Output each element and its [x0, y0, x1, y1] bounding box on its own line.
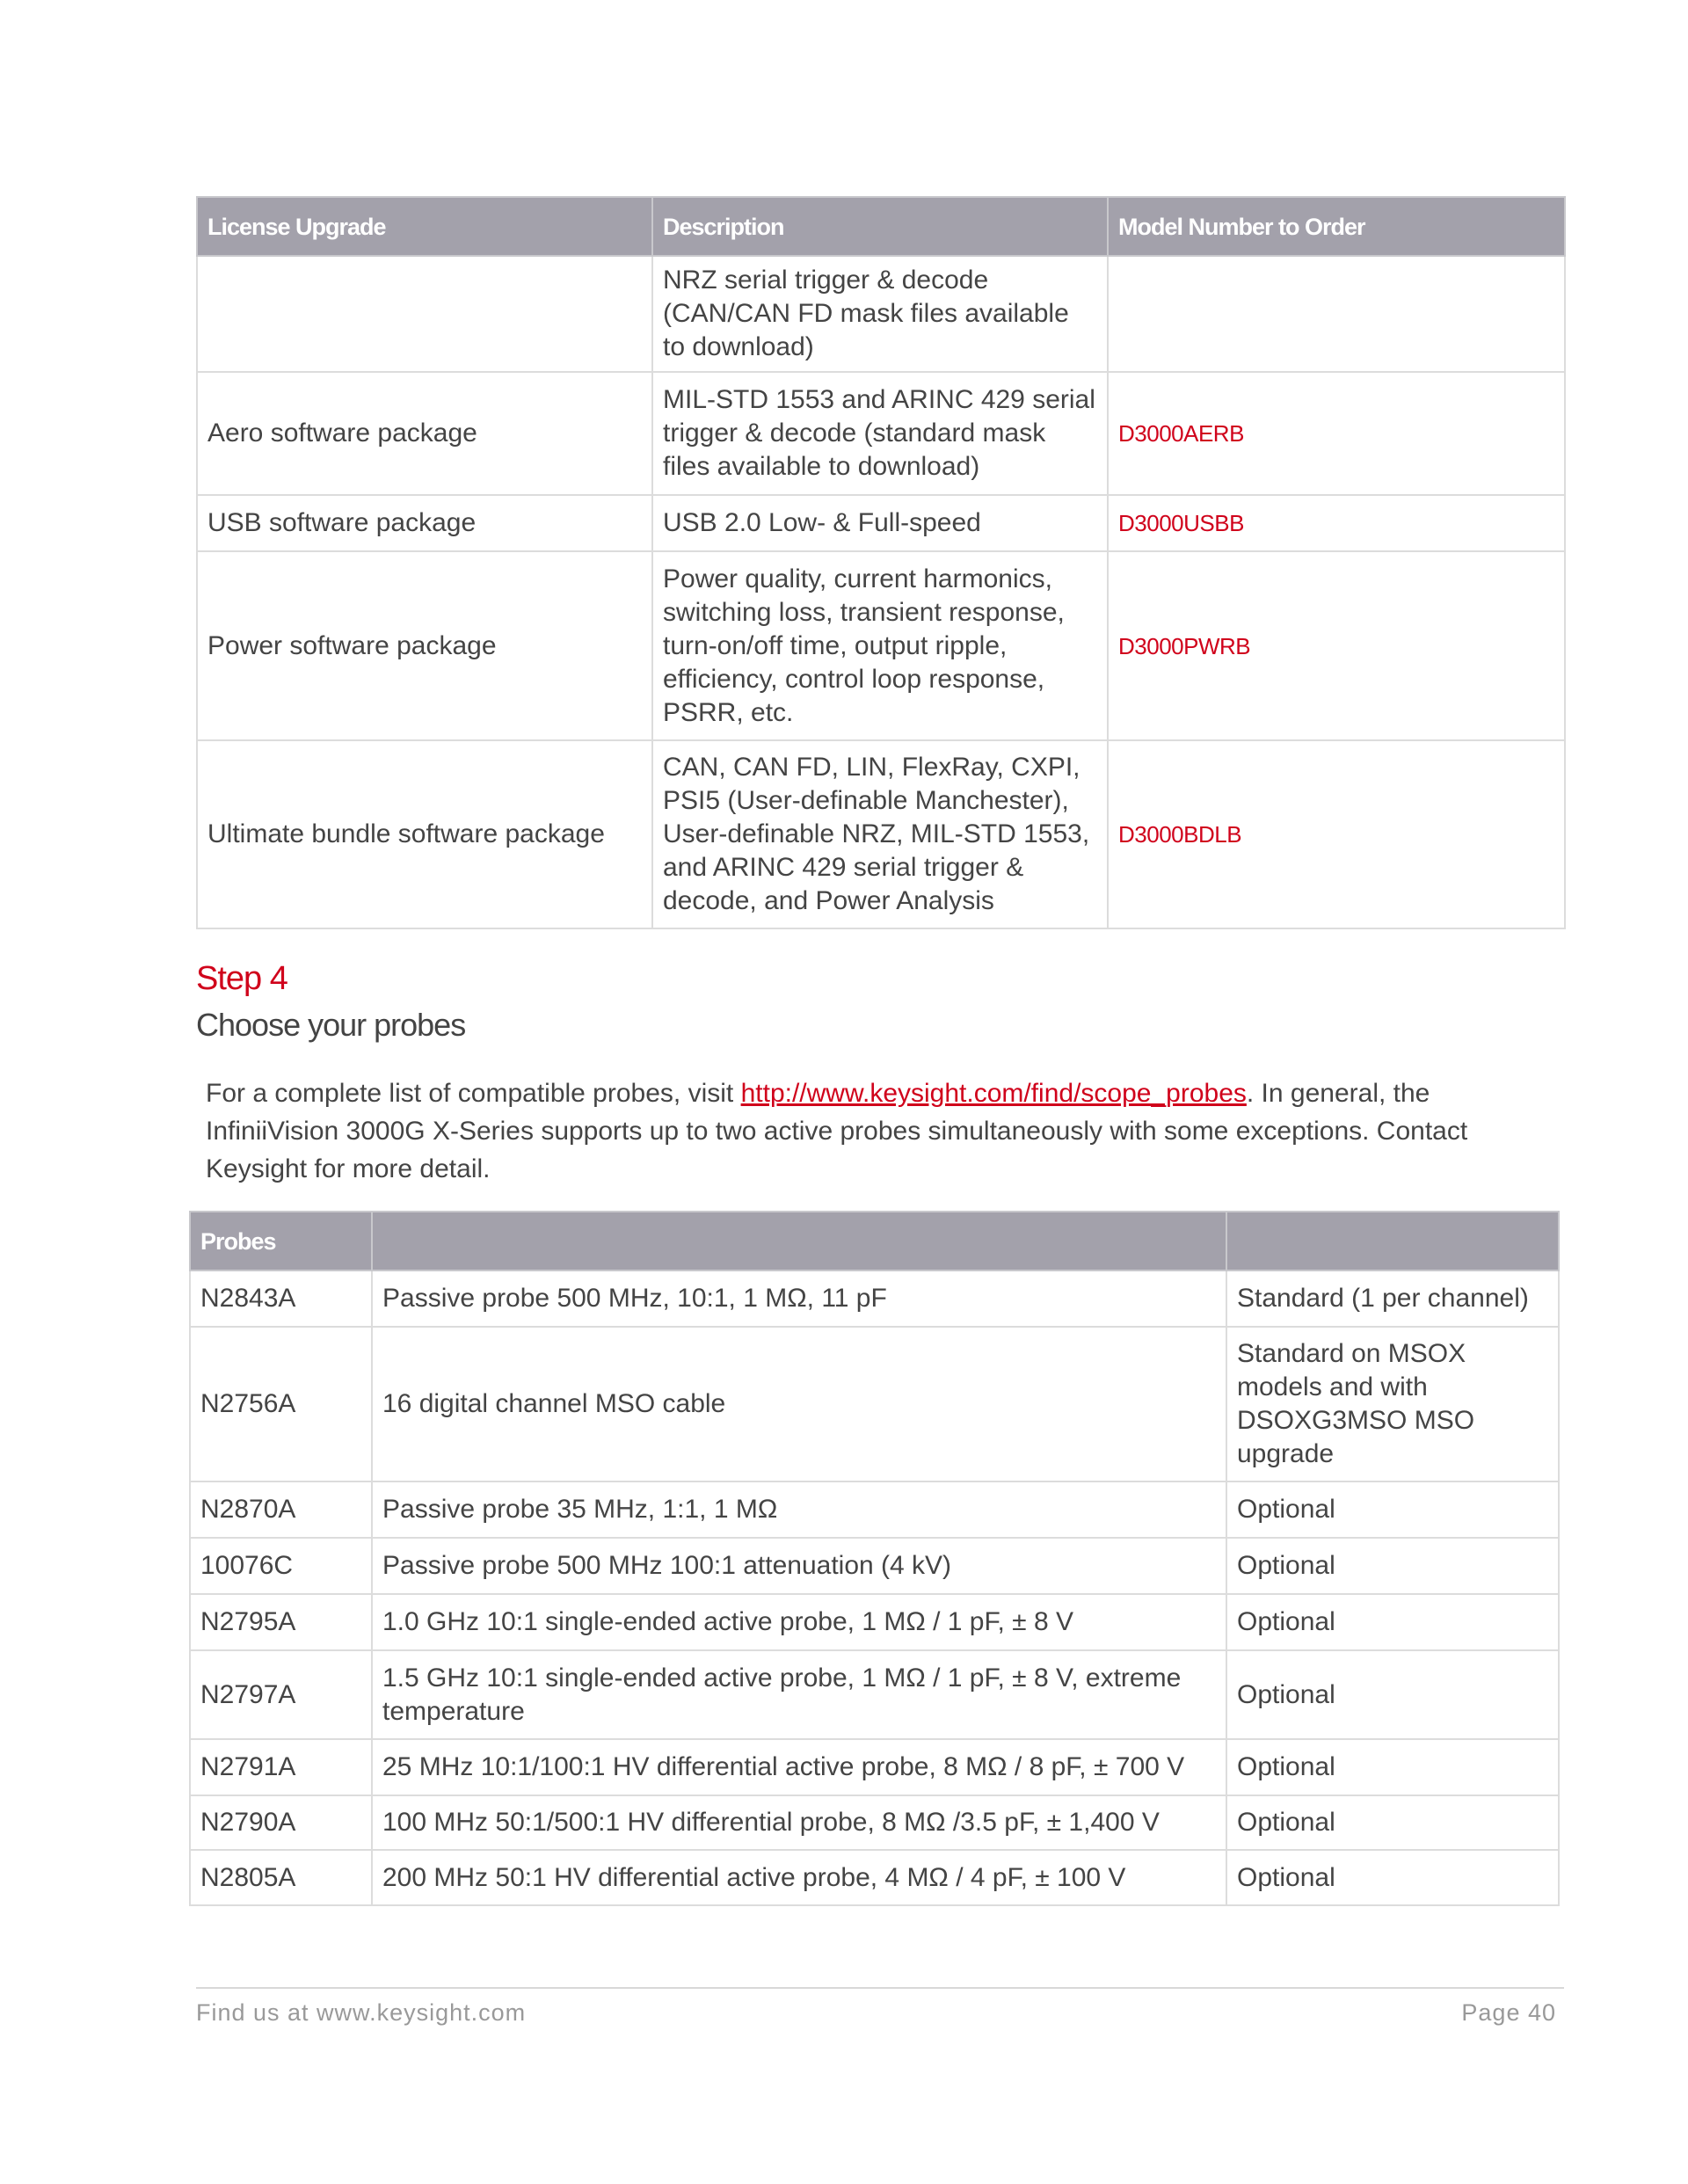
section-title: Choose your probes	[196, 1007, 466, 1043]
probe-row	[190, 1594, 1559, 1650]
header-blank-1	[372, 1212, 1226, 1270]
license-name: Ultimate bundle software package	[197, 740, 652, 928]
probe-status: Optional	[1226, 1739, 1559, 1795]
probe-description: 1.0 GHz 10:1 single-ended active probe, 1 MΩ / 1 pF, ± 8 V	[372, 1594, 1226, 1650]
scope-probes-link[interactable]: http://www.keysight.com/find/scope_probes	[740, 1079, 1247, 1108]
license-row	[197, 372, 1565, 495]
page-number: Page 40	[1461, 1999, 1556, 2026]
header-description: Description	[652, 197, 1108, 256]
header-probes: Probes	[190, 1212, 372, 1270]
probe-row	[190, 1795, 1559, 1850]
model-number: D3000AERB	[1108, 372, 1565, 495]
probe-status: Optional	[1226, 1650, 1559, 1739]
probe-row	[190, 1739, 1559, 1795]
probe-row	[190, 1327, 1559, 1481]
license-description: Power quality, current harmonics, switching loss, transient response, turn-on/off time, output ripple, efficiency, control loop response, PSRR, etc.	[652, 551, 1108, 740]
header-blank-2	[1226, 1212, 1559, 1270]
license-description: USB 2.0 Low- & Full-speed	[652, 495, 1108, 551]
license-upgrade-table	[196, 196, 1566, 929]
probe-model: N2790A	[190, 1795, 372, 1850]
intro-text-after: . In general, the InfiniiVision 3000G X-Series supports up to two active probes simultaneously with some exceptions. Contact Keysight for more detail.	[206, 1079, 1468, 1183]
license-row	[197, 256, 1565, 372]
license-name	[197, 256, 652, 372]
probe-model: N2791A	[190, 1739, 372, 1795]
intro-paragraph	[206, 1074, 1524, 1188]
probe-status: Optional	[1226, 1850, 1559, 1905]
model-number: D3000PWRB	[1108, 551, 1565, 740]
probe-status: Standard on MSOX models and with DSOXG3MSO MSO upgrade	[1226, 1327, 1559, 1481]
footer-divider	[196, 1987, 1564, 1989]
probe-model: N2795A	[190, 1594, 372, 1650]
probe-description: Passive probe 500 MHz, 10:1, 1 MΩ, 11 pF	[372, 1270, 1226, 1327]
probe-description: 16 digital channel MSO cable	[372, 1327, 1226, 1481]
probe-row	[190, 1650, 1559, 1739]
license-name: Aero software package	[197, 372, 652, 495]
probe-status: Standard (1 per channel)	[1226, 1270, 1559, 1327]
probe-status: Optional	[1226, 1795, 1559, 1850]
model-number: D3000USBB	[1108, 495, 1565, 551]
probe-status: Optional	[1226, 1594, 1559, 1650]
license-description: MIL-STD 1553 and ARINC 429 serial trigger & decode (standard mask files available to download)	[652, 372, 1108, 495]
probe-row	[190, 1481, 1559, 1538]
probe-model: N2797A	[190, 1650, 372, 1739]
probe-row	[190, 1538, 1559, 1594]
footer-website: Find us at www.keysight.com	[196, 1999, 527, 2026]
probe-model: N2843A	[190, 1270, 372, 1327]
probe-row	[190, 1850, 1559, 1905]
license-row	[197, 551, 1565, 740]
probe-description: 100 MHz 50:1/500:1 HV differential probe, 8 MΩ /3.5 pF, ± 1,400 V	[372, 1795, 1226, 1850]
header-license-upgrade: License Upgrade	[197, 197, 652, 256]
license-description: CAN, CAN FD, LIN, FlexRay, CXPI, PSI5 (User-definable Manchester), User-definable NRZ, MIL-STD 1553, and ARINC 429 serial trigger & decode, and Power Analysis	[652, 740, 1108, 928]
probe-row	[190, 1270, 1559, 1327]
model-number	[1108, 256, 1565, 372]
step-label: Step 4	[196, 960, 287, 997]
probe-description: 1.5 GHz 10:1 single-ended active probe, 1 MΩ / 1 pF, ± 8 V, extreme temperature	[372, 1650, 1226, 1739]
model-number: D3000BDLB	[1108, 740, 1565, 928]
probe-description: Passive probe 35 MHz, 1:1, 1 MΩ	[372, 1481, 1226, 1538]
license-row	[197, 495, 1565, 551]
license-name: Power software package	[197, 551, 652, 740]
probe-description: 25 MHz 10:1/100:1 HV differential active probe, 8 MΩ / 8 pF, ± 700 V	[372, 1739, 1226, 1795]
probe-description: 200 MHz 50:1 HV differential active probe, 4 MΩ / 4 pF, ± 100 V	[372, 1850, 1226, 1905]
intro-text-before: For a complete list of compatible probes, visit	[206, 1079, 741, 1108]
license-description: NRZ serial trigger & decode (CAN/CAN FD mask files available to download)	[652, 256, 1108, 372]
probe-model: N2870A	[190, 1481, 372, 1538]
probe-model: N2756A	[190, 1327, 372, 1481]
probe-status: Optional	[1226, 1538, 1559, 1594]
probe-status: Optional	[1226, 1481, 1559, 1538]
probe-model: N2805A	[190, 1850, 372, 1905]
probes-table	[189, 1211, 1560, 1906]
license-row	[197, 740, 1565, 928]
probe-model: 10076C	[190, 1538, 372, 1594]
license-name: USB software package	[197, 495, 652, 551]
probe-description: Passive probe 500 MHz 100:1 attenuation (4 kV)	[372, 1538, 1226, 1594]
header-model-number: Model Number to Order	[1108, 197, 1565, 256]
